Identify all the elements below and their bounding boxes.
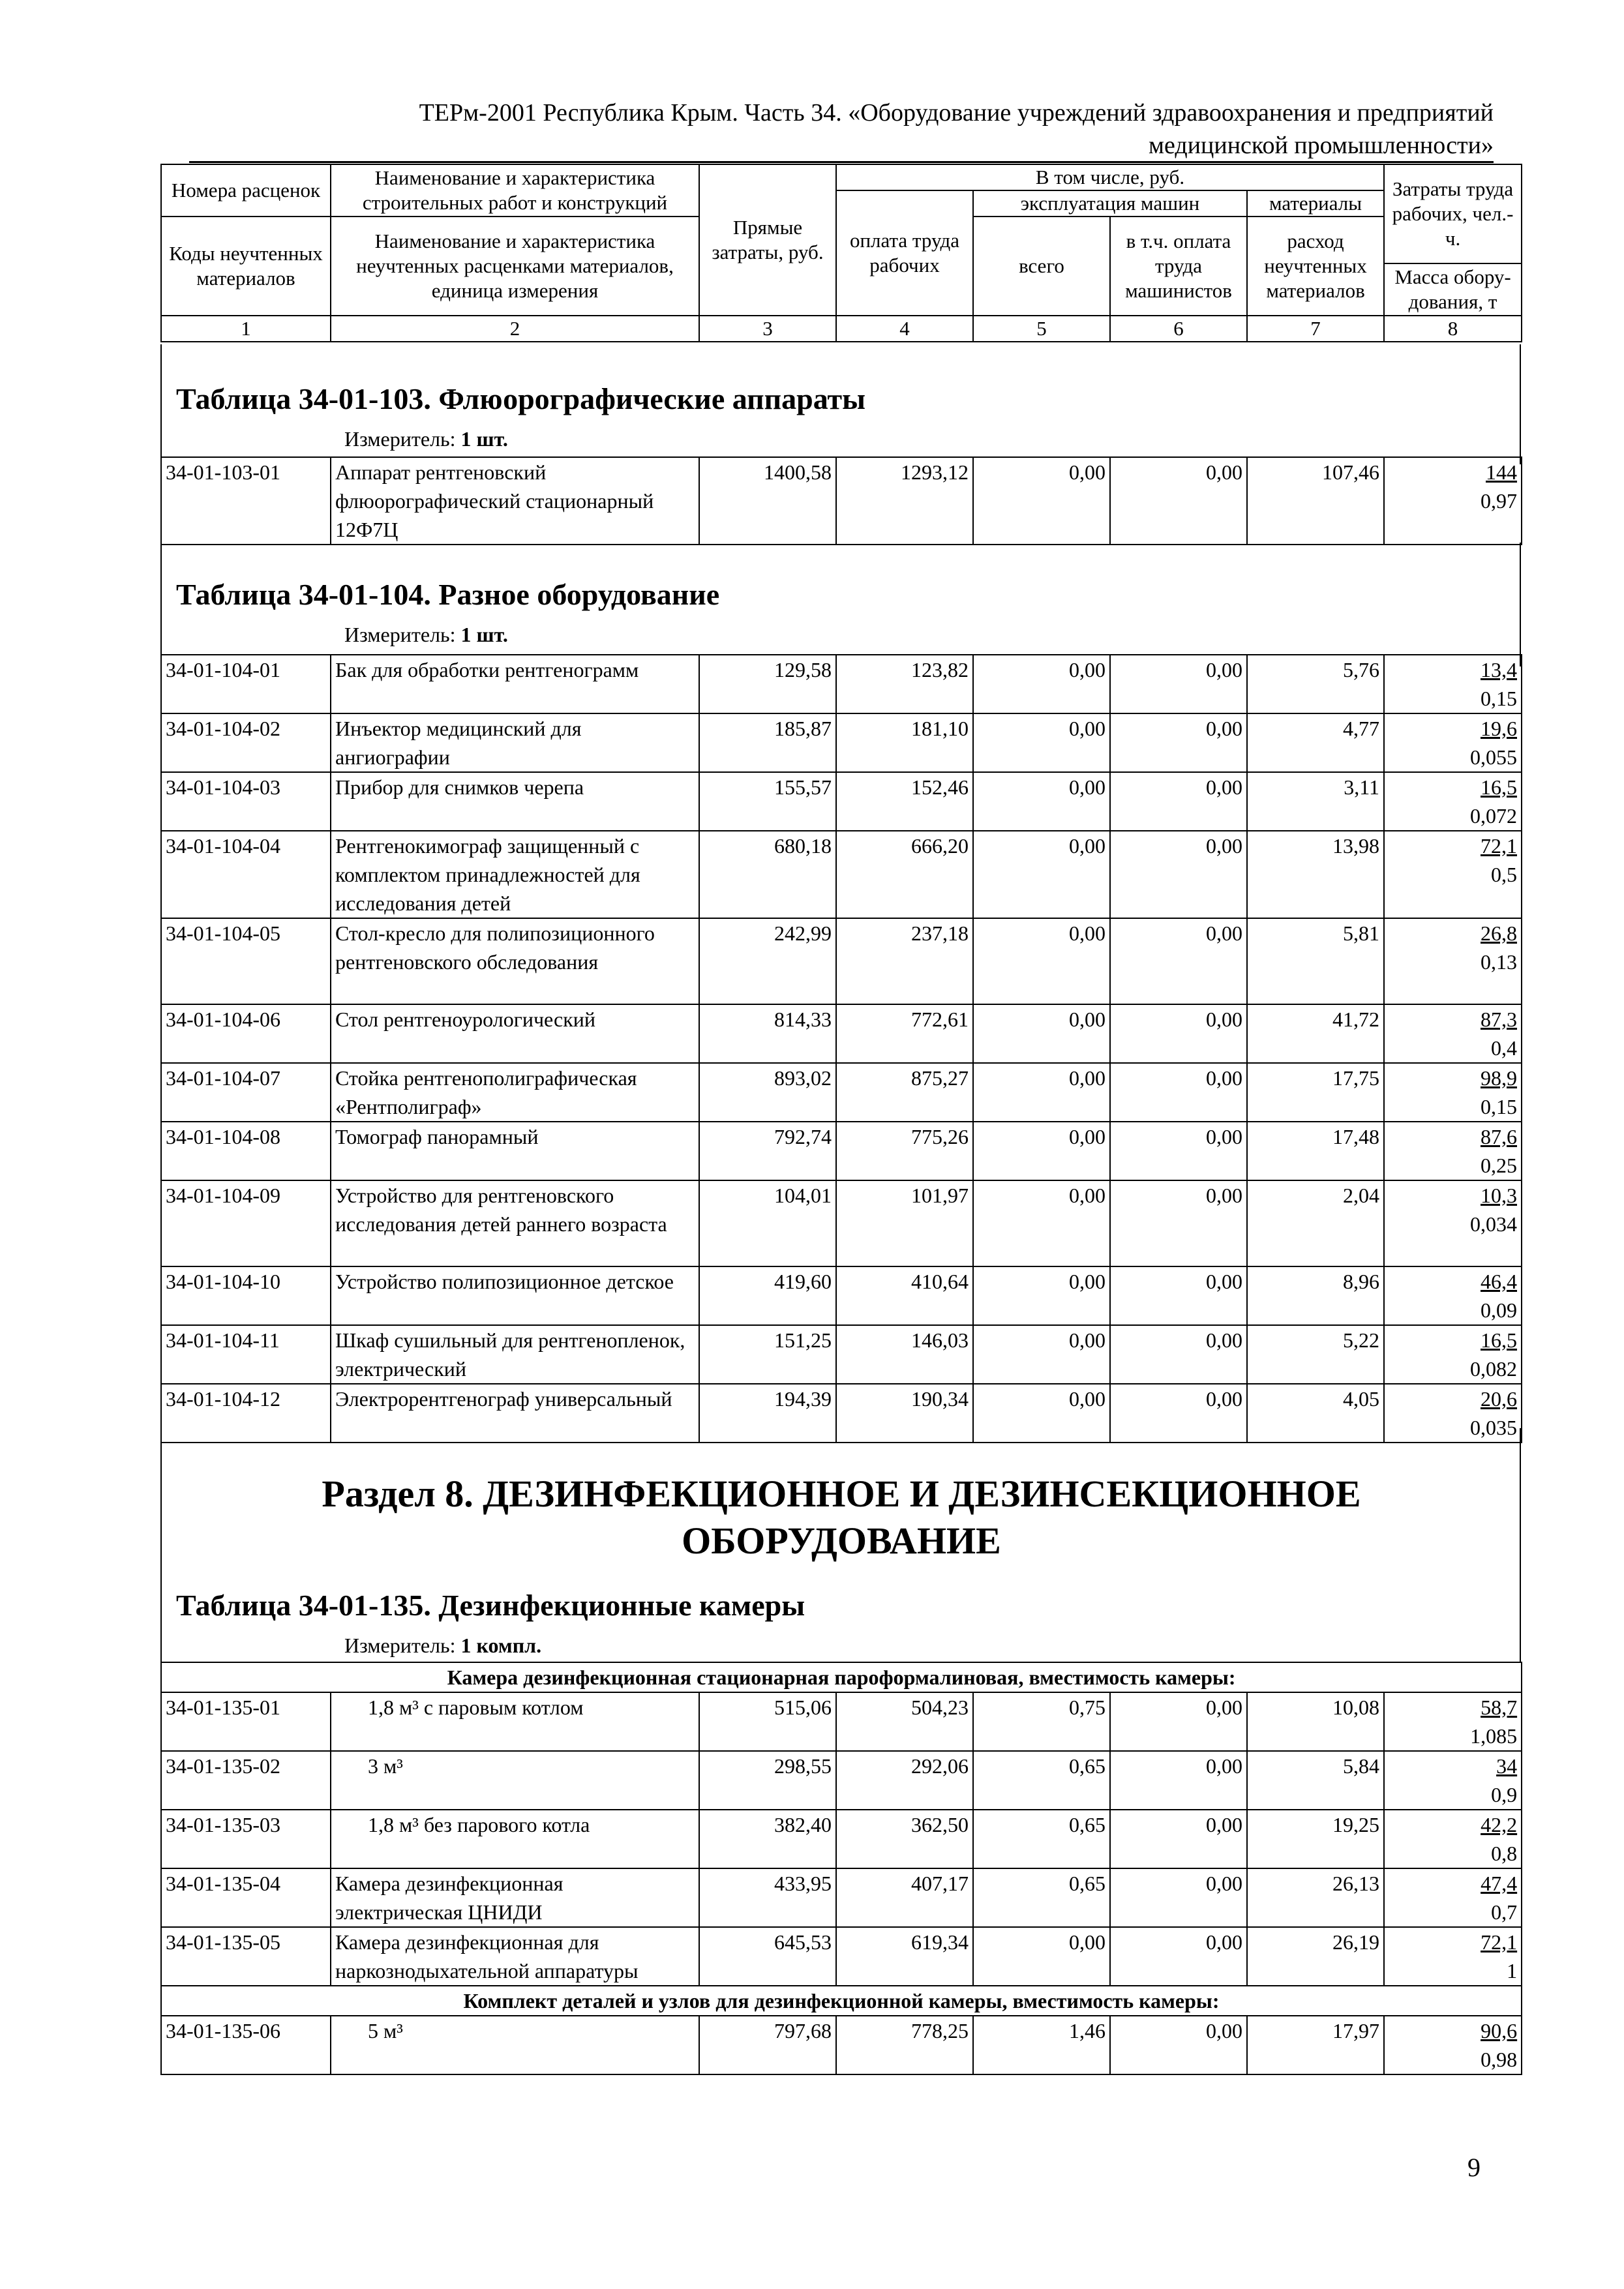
row-code: 34-01-103-01 [161,457,331,545]
row-hours-mass [1384,1751,1522,1810]
table-135-title: Таблица 34-01-135. Дезинфекционные камеры [176,1589,805,1622]
row-hours: 144 [1486,460,1517,484]
row-hours: 16,5 [1481,1328,1517,1352]
table-row [161,831,1522,918]
table-row [161,1384,1522,1443]
document-header [313,97,1494,162]
row-mach-labor: 0,00 [1110,713,1247,772]
row-mass: 0,98 [1481,2048,1518,2071]
row-name: Стол рентгеноурологический [331,1004,699,1063]
row-hours-mass [1384,1063,1522,1122]
row-labor: 1293,12 [836,457,973,545]
row-hours-mass [1384,1868,1522,1927]
table-row [161,1927,1522,1986]
row-mass: 0,034 [1470,1212,1517,1236]
row-code: 34-01-104-07 [161,1063,331,1122]
row-name: Аппарат рентгеновский флюорографический стационарный 12Ф7Ц [331,457,699,545]
row-mach-labor: 0,00 [1110,655,1247,713]
table-row [161,2016,1522,2074]
frame-line [1520,1428,1521,1663]
row-direct: 242,99 [699,918,836,1004]
row-hours-mass [1384,1927,1522,1986]
row-mat: 5,22 [1247,1325,1384,1384]
row-name: Устройство полипозиционное детское [331,1266,699,1325]
row-hours: 20,6 [1481,1387,1517,1411]
row-direct: 155,57 [699,772,836,831]
table-row [161,1004,1522,1063]
row-mass: 0,8 [1491,1842,1518,1865]
col-number: 1 [161,316,331,342]
table-row [161,1810,1522,1868]
table-row [161,1751,1522,1810]
row-hours-mass [1384,1325,1522,1384]
row-code: 34-01-104-06 [161,1004,331,1063]
row-hours: 90,6 [1481,2019,1518,2042]
row-mach: 0,00 [973,772,1110,831]
row-hours: 42,2 [1481,1813,1518,1836]
row-labor: 778,25 [836,2016,973,2074]
row-mat: 107,46 [1247,457,1384,545]
row-mat: 17,48 [1247,1122,1384,1180]
table-104 [160,654,1522,1443]
table-103-measure [344,427,508,451]
row-labor: 362,50 [836,1810,973,1868]
row-direct: 185,87 [699,713,836,772]
row-name: Стойка рентгенополиграфическая «Рентполиграф» [331,1063,699,1122]
row-mat: 8,96 [1247,1266,1384,1325]
row-mat: 3,11 [1247,772,1384,831]
row-direct: 680,18 [699,831,836,918]
row-labor: 146,03 [836,1325,973,1384]
row-hours: 72,1 [1481,834,1517,858]
row-mass: 0,7 [1491,1900,1518,1924]
row-mach-labor: 0,00 [1110,1751,1247,1810]
row-mach-labor: 0,00 [1110,457,1247,545]
row-mach-labor: 0,00 [1110,1868,1247,1927]
row-mass: 0,09 [1481,1298,1517,1322]
row-code: 34-01-104-04 [161,831,331,918]
row-direct: 382,40 [699,1810,836,1868]
col-hours-header: Затраты труда рабочих, чел.-ч. [1384,164,1522,263]
col-number: 4 [836,316,973,342]
row-mach: 0,00 [973,831,1110,918]
row-mat: 10,08 [1247,1692,1384,1751]
row-hours-mass [1384,772,1522,831]
row-mat: 26,19 [1247,1927,1384,1986]
row-mach: 0,00 [973,457,1110,545]
row-hours: 98,9 [1481,1066,1517,1090]
frame-line [1520,344,1521,464]
row-mat: 19,25 [1247,1810,1384,1868]
row-hours-mass [1384,1122,1522,1180]
row-mach-labor: 0,00 [1110,1325,1247,1384]
row-mat: 4,05 [1247,1384,1384,1443]
row-mach-labor: 0,00 [1110,1122,1247,1180]
row-mach-labor: 0,00 [1110,1004,1247,1063]
row-code: 34-01-135-02 [161,1751,331,1810]
table-135 [160,1662,1522,2075]
row-hours: 72,1 [1481,1930,1518,1954]
measure-value: 1 шт. [460,623,508,646]
table-row [161,457,1522,545]
row-hours-mass [1384,713,1522,772]
row-direct: 645,53 [699,1927,836,1986]
row-code: 34-01-104-03 [161,772,331,831]
table-row [161,1692,1522,1751]
row-hours: 10,3 [1481,1184,1517,1207]
row-mach-labor: 0,00 [1110,831,1247,918]
table-row [161,1122,1522,1180]
row-hours: 87,6 [1481,1125,1517,1148]
group-row [161,1662,1522,1692]
row-name: Инъектор медицинский для ангиографии [331,713,699,772]
row-mass: 0,97 [1481,489,1517,513]
row-mat: 2,04 [1247,1180,1384,1266]
row-mat: 13,98 [1247,831,1384,918]
row-labor: 292,06 [836,1751,973,1810]
row-hours: 46,4 [1481,1270,1517,1293]
row-direct: 893,02 [699,1063,836,1122]
row-mass: 0,4 [1491,1036,1517,1060]
row-mass: 0,9 [1491,1783,1518,1806]
col-codes-header: Номера расценок [161,164,331,217]
section-8-line-1: Раздел 8. ДЕЗИНФЕКЦИОННОЕ И ДЕЗИНСЕКЦИОННОЕ [322,1473,1361,1515]
row-mat: 5,76 [1247,655,1384,713]
row-name: 1,8 м³ без парового котла [331,1810,699,1868]
row-mat: 41,72 [1247,1004,1384,1063]
row-labor: 152,46 [836,772,973,831]
row-hours-mass [1384,918,1522,1004]
row-mach-labor: 0,00 [1110,2016,1247,2074]
section-8-line-2: ОБОРУДОВАНИЕ [682,1519,1001,1562]
row-mass: 0,13 [1481,950,1517,974]
row-mach-labor: 0,00 [1110,918,1247,1004]
row-hours: 26,8 [1481,921,1517,945]
row-mach: 0,00 [973,1266,1110,1325]
row-mat: 4,77 [1247,713,1384,772]
row-labor: 101,97 [836,1180,973,1266]
col-number: 2 [331,316,699,342]
row-mat: 5,81 [1247,918,1384,1004]
row-hours: 58,7 [1481,1696,1518,1719]
row-direct: 151,25 [699,1325,836,1384]
row-labor: 123,82 [836,655,973,713]
table-row [161,1063,1522,1122]
section-8-title [189,1471,1494,1564]
row-mach: 0,65 [973,1868,1110,1927]
table-row [161,1180,1522,1266]
table-row [161,655,1522,713]
row-name: Бак для обработки рентгенограмм [331,655,699,713]
col-mach-labor-header: в т.ч. оплата труда машинистов [1110,217,1247,316]
table-103-title: Таблица 34-01-103. Флюорографические аппараты [176,382,866,415]
row-code: 34-01-104-12 [161,1384,331,1443]
col-mach-total-header: всего [973,217,1110,316]
row-direct: 792,74 [699,1122,836,1180]
frame-line [1520,543,1521,666]
row-mass: 0,072 [1470,804,1517,828]
row-direct: 419,60 [699,1266,836,1325]
row-hours: 16,5 [1481,775,1517,799]
row-name: Камера дезинфекционная электрическая ЦНИДИ [331,1868,699,1927]
row-labor: 504,23 [836,1692,973,1751]
row-name: 1,8 м³ с паровым котлом [331,1692,699,1751]
row-name: Устройство для рентгеновского исследования детей раннего возраста [331,1180,699,1266]
row-code: 34-01-135-01 [161,1692,331,1751]
row-mat: 17,75 [1247,1063,1384,1122]
row-mach: 0,00 [973,1063,1110,1122]
row-direct: 515,06 [699,1692,836,1751]
row-mass: 1 [1507,1959,1518,1982]
row-mach-labor: 0,00 [1110,1692,1247,1751]
header-line-2: медицинской промышленности» [1148,132,1494,159]
row-hours-mass [1384,1384,1522,1443]
row-mass: 0,15 [1481,1095,1517,1118]
table-104-title: Таблица 34-01-104. Разное оборудование [176,578,720,611]
row-mach: 0,00 [973,918,1110,1004]
row-hours-mass [1384,1692,1522,1751]
row-code: 34-01-104-05 [161,918,331,1004]
table-103 [160,456,1522,545]
row-mach-labor: 0,00 [1110,772,1247,831]
row-hours-mass [1384,1180,1522,1266]
col-name-sub-header: Наименование и характеристика неучтенных расценками материалов, единица измерения [331,217,699,316]
table-row [161,918,1522,1004]
row-direct: 797,68 [699,2016,836,2074]
page-number: 9 [1467,2153,1481,2182]
row-hours-mass [1384,655,1522,713]
row-hours: 47,4 [1481,1872,1518,1895]
frame-line [160,1428,162,1663]
row-labor: 775,26 [836,1122,973,1180]
row-name: Электрорентгенограф универсальный [331,1384,699,1443]
row-code: 34-01-104-02 [161,713,331,772]
col-labor-header: оплата труда рабочих [836,190,973,316]
col-mat-usage-header: расход неучтенных материалов [1247,217,1384,316]
row-code: 34-01-135-06 [161,2016,331,2074]
row-mach-labor: 0,00 [1110,1927,1247,1986]
group-heading: Комплект деталей и узлов для дезинфекционной камеры, вместимость камеры: [161,1986,1522,2016]
measure-label: Измеритель: [344,623,456,646]
row-name: Камера дезинфекционная для наркознодыхательной аппаратуры [331,1927,699,1986]
table-row [161,713,1522,772]
row-code: 34-01-104-09 [161,1180,331,1266]
col-number: 7 [1247,316,1384,342]
row-mass: 0,25 [1481,1154,1517,1177]
table-135-measure [344,1634,541,1658]
table-row [161,772,1522,831]
row-mach: 0,65 [973,1751,1110,1810]
row-labor: 237,18 [836,918,973,1004]
row-direct: 298,55 [699,1751,836,1810]
row-code: 34-01-135-04 [161,1868,331,1927]
header-line-1: ТЕРм-2001 Республика Крым. Часть 34. «Оборудование учреждений здравоохранения и предприятий [419,99,1494,127]
row-mach-labor: 0,00 [1110,1266,1247,1325]
row-mass: 0,055 [1470,745,1517,769]
col-materials-header: материалы [1247,190,1384,217]
table-row [161,1868,1522,1927]
row-hours-mass [1384,457,1522,545]
row-hours-mass [1384,831,1522,918]
row-mass: 0,082 [1470,1357,1517,1381]
row-name: Прибор для снимков черепа [331,772,699,831]
row-code: 34-01-104-11 [161,1325,331,1384]
col-mass-header: Масса обору-дования, т [1384,263,1522,316]
row-labor: 619,34 [836,1927,973,1986]
row-code: 34-01-135-05 [161,1927,331,1986]
col-incl-header: В том числе, руб. [836,164,1384,190]
row-hours: 13,4 [1481,658,1517,681]
row-mach: 0,00 [973,1927,1110,1986]
row-hours-mass [1384,1004,1522,1063]
frame-line [160,543,162,666]
row-hours-mass [1384,1810,1522,1868]
row-hours: 34 [1496,1754,1518,1778]
row-direct: 814,33 [699,1004,836,1063]
group-heading: Камера дезинфекционная стационарная пароформалиновая, вместимость камеры: [161,1662,1522,1692]
row-name: Рентгенокимограф защищенный с комплектом принадлежностей для исследования детей [331,831,699,918]
group-row [161,1986,1522,2016]
header-rule [189,161,1494,163]
row-mach-labor: 0,00 [1110,1180,1247,1266]
row-hours: 19,6 [1481,717,1517,740]
col-number: 3 [699,316,836,342]
row-mach: 0,00 [973,655,1110,713]
row-name: Стол-кресло для полипозиционного рентгеновского обследования [331,918,699,1004]
row-name: Томограф панорамный [331,1122,699,1180]
row-labor: 407,17 [836,1868,973,1927]
row-mach: 0,00 [973,713,1110,772]
row-code: 34-01-104-08 [161,1122,331,1180]
row-labor: 190,34 [836,1384,973,1443]
row-hours-mass [1384,1266,1522,1325]
row-mach: 0,00 [973,1384,1110,1443]
col-number: 5 [973,316,1110,342]
col-machines-header: эксплуатация машин [973,190,1247,217]
row-mach: 0,00 [973,1325,1110,1384]
row-mach: 0,00 [973,1004,1110,1063]
row-mach: 0,75 [973,1692,1110,1751]
row-mach: 0,65 [973,1810,1110,1868]
table-row [161,1266,1522,1325]
col-codes-sub-header: Коды неучтенных материалов [161,217,331,316]
col-name-header: Наименование и характеристика строительных работ и конструкций [331,164,699,217]
row-direct: 1400,58 [699,457,836,545]
row-name: Шкаф сушильный для рентгенопленок, электрический [331,1325,699,1384]
row-direct: 104,01 [699,1180,836,1266]
row-mass: 0,035 [1470,1416,1517,1439]
row-code: 34-01-104-01 [161,655,331,713]
frame-line [160,344,162,464]
row-mat: 5,84 [1247,1751,1384,1810]
col-number: 6 [1110,316,1247,342]
row-direct: 194,39 [699,1384,836,1443]
row-code: 34-01-135-03 [161,1810,331,1868]
measure-value: 1 компл. [460,1634,542,1657]
row-mass: 1,085 [1470,1724,1518,1748]
table-row [161,1325,1522,1384]
row-mach: 0,00 [973,1122,1110,1180]
row-mach-labor: 0,00 [1110,1384,1247,1443]
row-labor: 666,20 [836,831,973,918]
row-hours-mass [1384,2016,1522,2074]
measure-label: Измеритель: [344,427,456,451]
row-labor: 181,10 [836,713,973,772]
measure-label: Измеритель: [344,1634,456,1657]
row-mach-labor: 0,00 [1110,1063,1247,1122]
row-direct: 129,58 [699,655,836,713]
row-mass: 0,5 [1491,863,1517,886]
measure-value: 1 шт. [460,427,508,451]
table-104-measure [344,623,508,647]
col-direct-header: Прямые затраты, руб. [699,164,836,316]
row-mat: 17,97 [1247,2016,1384,2074]
row-mass: 0,15 [1481,687,1517,710]
row-mach: 0,00 [973,1180,1110,1266]
row-mach-labor: 0,00 [1110,1810,1247,1868]
row-name: 3 м³ [331,1751,699,1810]
row-labor: 772,61 [836,1004,973,1063]
row-code: 34-01-104-10 [161,1266,331,1325]
column-header-table [160,164,1522,342]
row-direct: 433,95 [699,1868,836,1927]
row-hours: 87,3 [1481,1008,1517,1031]
row-labor: 875,27 [836,1063,973,1122]
row-mach: 1,46 [973,2016,1110,2074]
row-labor: 410,64 [836,1266,973,1325]
col-number: 8 [1384,316,1522,342]
row-name: 5 м³ [331,2016,699,2074]
row-mat: 26,13 [1247,1868,1384,1927]
